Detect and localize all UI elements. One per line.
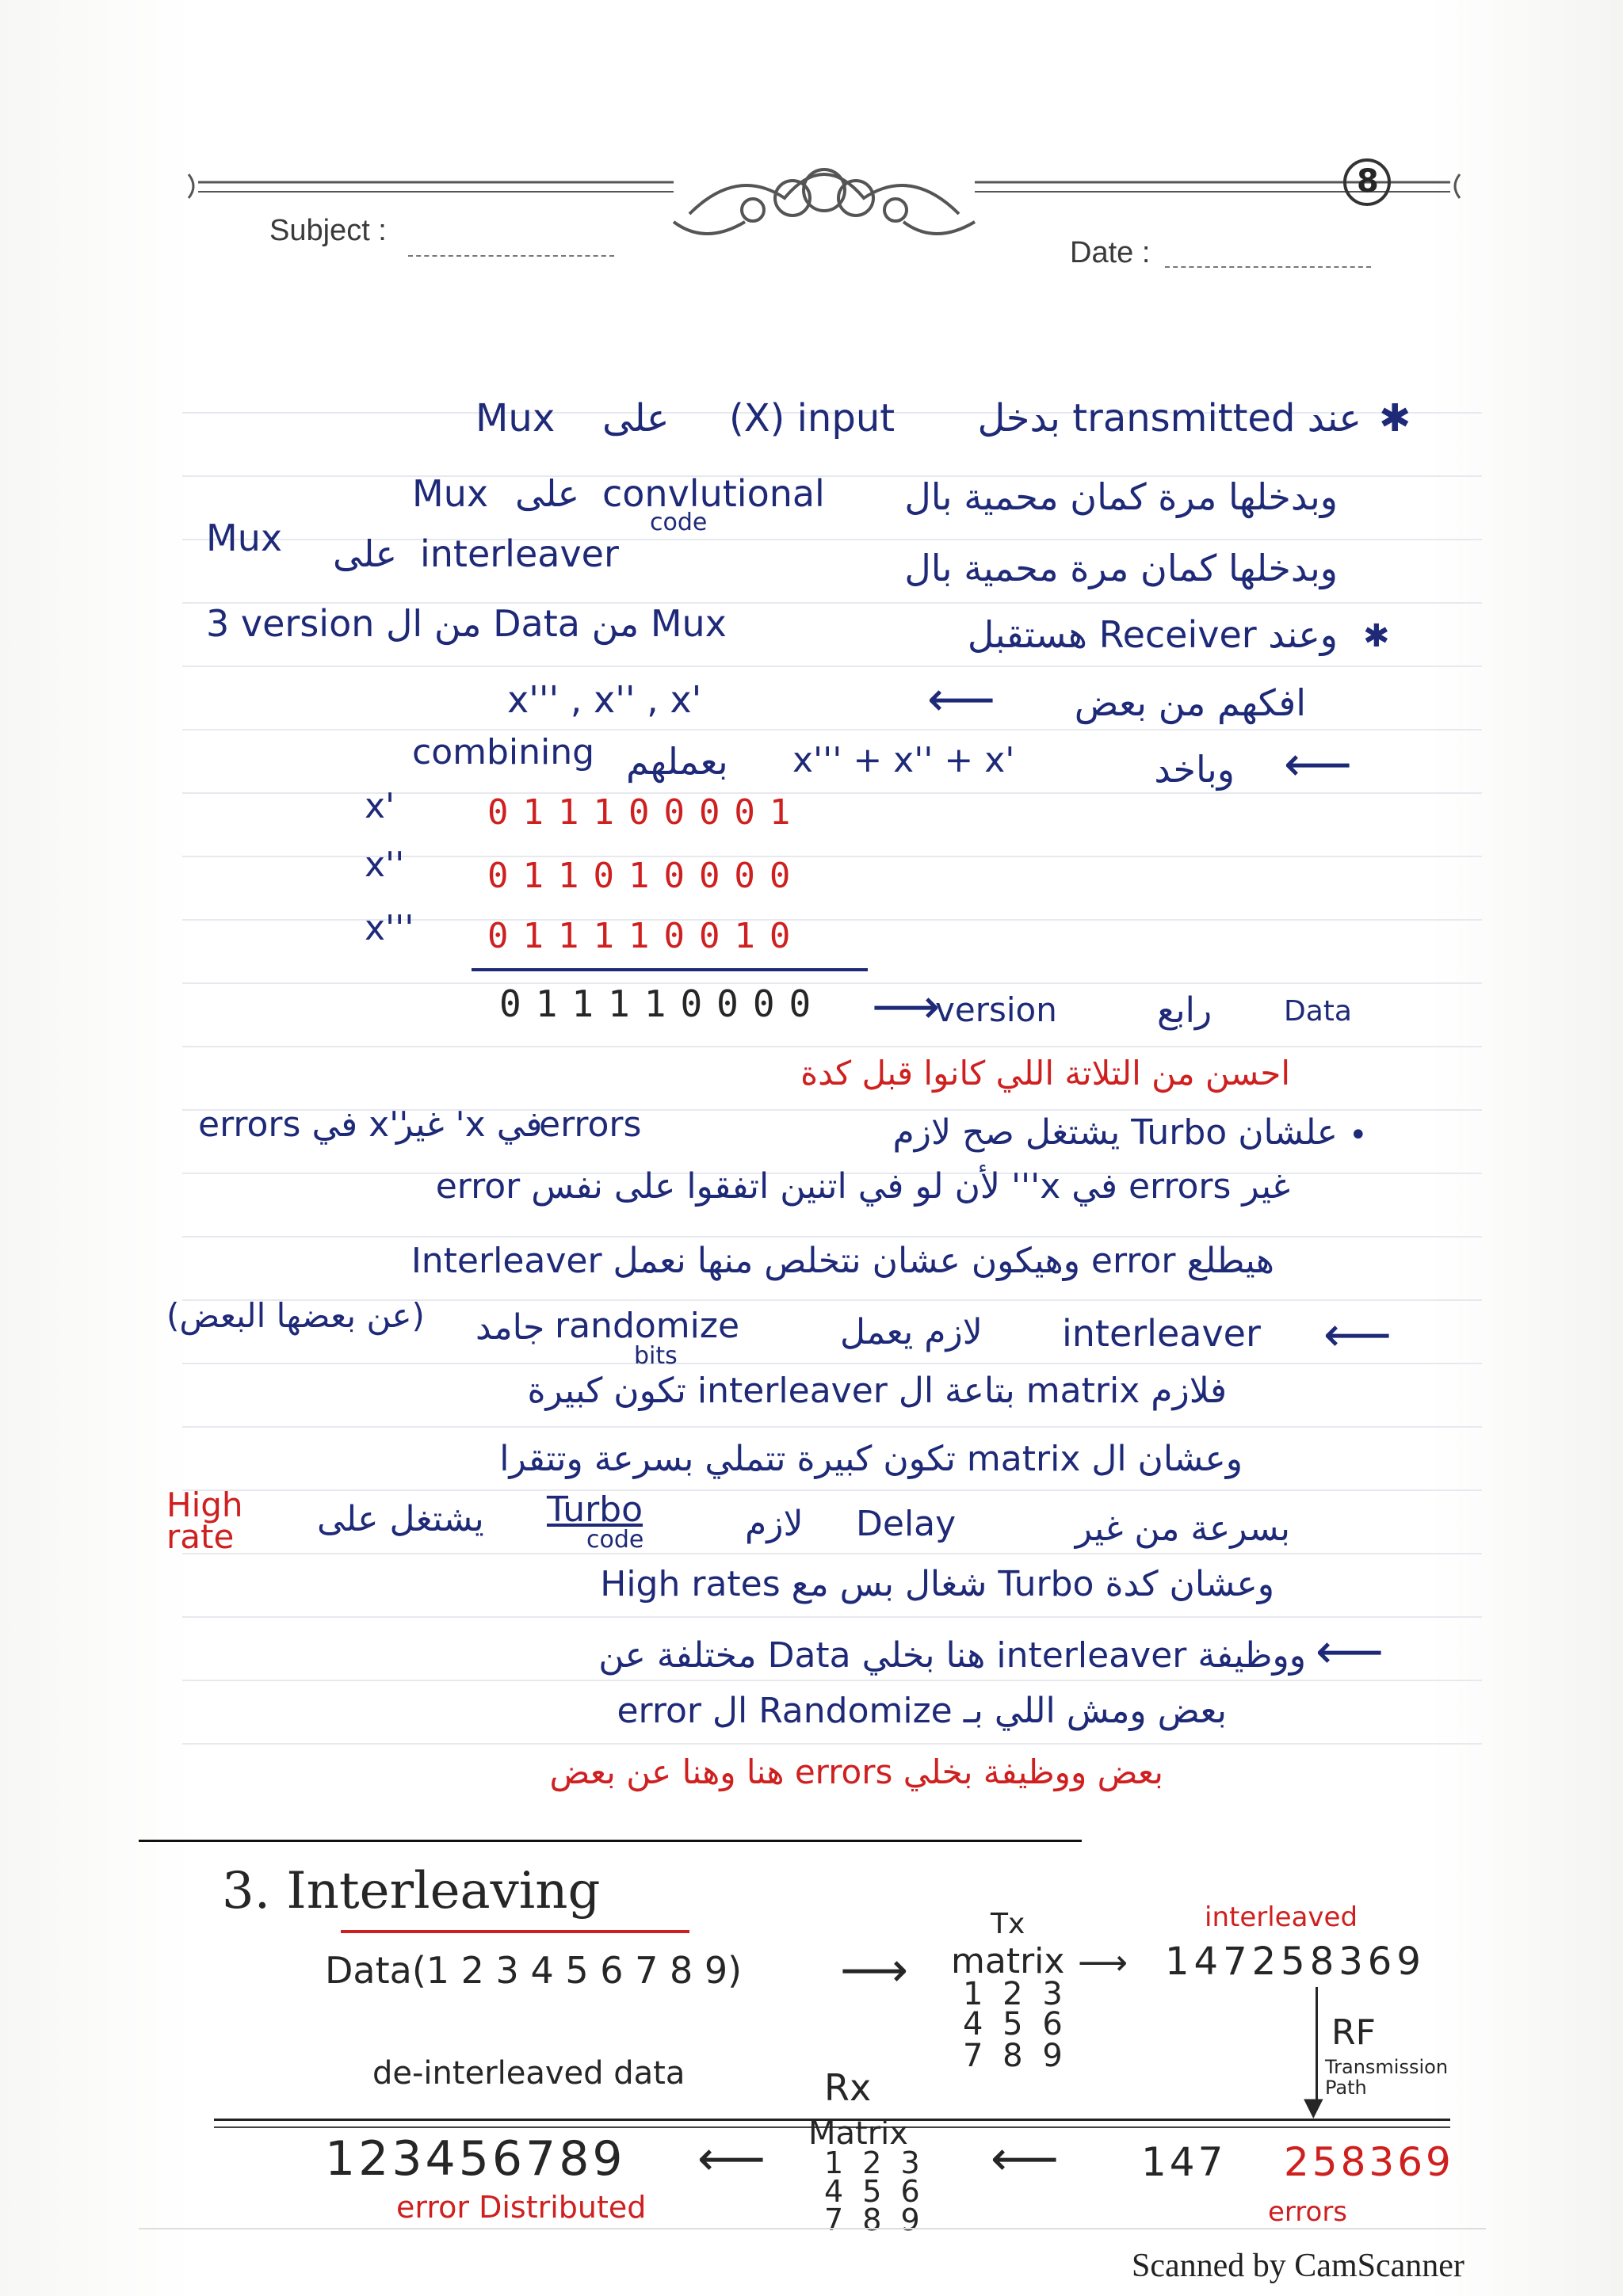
note-line-6-ar: وباخد	[1154, 748, 1235, 791]
arrow-received-to-rx: ⟵	[991, 2131, 1060, 2187]
deinterleaved-label: de-interleaved data	[372, 2055, 685, 2092]
tx-row-1: 1 2 3	[963, 1976, 1067, 2012]
note-line-13-high-rate: High rate	[166, 1486, 243, 1556]
note-line-6-en: x''' + x'' + x'	[792, 740, 1015, 780]
bit-value-1: 011100001	[487, 792, 805, 833]
output-value: 123456789	[325, 2131, 626, 2187]
note-line-13-delay: Delay	[856, 1504, 957, 1544]
received-black: 147	[1141, 2139, 1227, 2185]
note-line-1-mux: Mux	[475, 396, 556, 441]
note-line-9: هيطلع error وهيكون عشان نتخلص منها نعمل Interleaver	[411, 1241, 1274, 1281]
section-divider	[139, 1840, 1082, 1842]
note-line-14: وعشان كدة Turbo شغال بس مع High rates	[600, 1564, 1274, 1604]
note-line-8: غير errors في x''' لأن لو في اتنين اتفقوا على نفس error	[435, 1166, 1290, 1207]
note-line-10-randomize: randomize	[555, 1306, 740, 1346]
note-line-13-ar3: يشتغل على	[317, 1499, 484, 1539]
received-red: 258369	[1284, 2139, 1454, 2185]
rx-matrix-label: Matrix	[808, 2115, 908, 2152]
arrow-rx-to-output: ⟵	[697, 2131, 766, 2187]
star-bullet-1: ✱	[1379, 396, 1411, 441]
tx-label: Tx	[991, 1908, 1025, 1940]
sum-line	[472, 968, 868, 971]
note-line-10-paren: (عن بعضها البعض)	[166, 1296, 425, 1335]
note-line-1-ar2: على	[602, 396, 670, 441]
interleaved-value: 147258369	[1165, 1939, 1426, 1984]
note-line-10-ar: لازم يعمل	[840, 1312, 983, 1352]
rf-sub: Transmission Path	[1325, 2056, 1449, 2099]
scanner-watermark: Scanned by CamScanner	[1132, 2248, 1465, 2284]
page-number: 8	[1357, 163, 1379, 200]
output-caption: error Distributed	[396, 2190, 647, 2225]
note-line-1-ar: عند transmitted بدخل	[977, 396, 1361, 441]
section-title-underline	[341, 1930, 689, 1933]
note-line-10-interleaver: interleaver	[1062, 1312, 1261, 1355]
note-line-5-en: x''' , x'' , x'	[507, 678, 702, 721]
bit-label-2: x''	[365, 845, 405, 885]
rf-arrowhead: ▼	[1304, 2092, 1323, 2122]
note-line-3-sup: code	[650, 509, 708, 536]
note-line-3-en: interleaver	[420, 532, 619, 575]
subject-label: Subject :	[269, 214, 387, 247]
note-line-13-ar: بسرعة من غير	[1075, 1508, 1290, 1549]
subject-underline	[408, 255, 614, 257]
errors-label: errors	[1268, 2196, 1348, 2228]
arrow-data-to-matrix: ⟶	[840, 1943, 909, 1998]
note-line-4-ar: وعند Receiver هستقبل	[967, 613, 1338, 656]
red-note-1: احسن من التلاتة اللي كانوا قبل كدة	[800, 1054, 1290, 1093]
note-line-6-combining: combining	[412, 732, 595, 772]
note-line-15: ووظيفة interleaver هنا بخلي Data مختلفة عن	[598, 1635, 1306, 1676]
bit-label-3: x'''	[365, 908, 414, 948]
bullet-dot-1: •	[1349, 1117, 1368, 1154]
note-line-5-ar: افكهم من بعض	[1074, 681, 1306, 724]
note-line-7-mid: في x' غير	[396, 1104, 543, 1145]
note-line-3-ar2: على	[333, 532, 398, 575]
star-bullet-2: ✱	[1363, 618, 1390, 654]
arrow-left-2: ⟵	[1284, 737, 1353, 792]
section-title: 3. Interleaving	[222, 1862, 601, 1920]
rf-label: RF	[1331, 2012, 1376, 2053]
note-line-16: بعض ومش اللي بـ Randomize ال error	[617, 1691, 1227, 1731]
tx-matrix-label: matrix	[951, 1941, 1065, 1981]
arrow-left-1: ⟵	[927, 672, 996, 727]
date-underline	[1165, 266, 1371, 268]
note-line-7-end: errors في x''	[198, 1104, 409, 1145]
bit-label-1: x'	[365, 786, 395, 826]
note-line-7-errors: errors	[539, 1104, 642, 1145]
note-line-3-mux: Mux	[206, 517, 283, 559]
page-bottom-edge	[139, 2228, 1486, 2229]
tx-row-3: 7 8 9	[963, 2038, 1067, 2074]
note-line-7-ar: علشان Turbo يشتغل صح لازم	[892, 1112, 1338, 1153]
arrow-matrix-to-interleaved: ⟶	[1078, 1943, 1128, 1983]
interleaved-label: interleaved	[1205, 1901, 1358, 1933]
date-label: Date :	[1070, 236, 1151, 269]
result-data: Data	[1284, 995, 1352, 1028]
rx-row-2: 4 5 6	[824, 2174, 925, 2209]
note-line-3-ar: وبدخلها كمان مرة محمية بال	[904, 547, 1338, 589]
note-line-13-turbo: Turbo	[547, 1489, 643, 1530]
note-line-2-mux: Mux	[412, 472, 489, 515]
result-ar: رابع	[1157, 990, 1212, 1031]
bit-value-3: 011110010	[487, 916, 805, 956]
red-note-2: بعض ووظيفة بخلي errors هنا وهنا عن بعض	[549, 1753, 1163, 1791]
rx-row-1: 1 2 3	[824, 2145, 925, 2180]
header-ornament	[182, 143, 1466, 277]
note-line-10-ar2: جامد	[475, 1307, 545, 1348]
rf-path-line	[1316, 1987, 1318, 2106]
rx-label: Rx	[824, 2066, 872, 2109]
note-line-1-input: (X) input	[729, 396, 896, 441]
result-version: version	[935, 990, 1057, 1029]
note-line-11: فلازم matrix بتاعة ال interleaver تكون كبيرة	[527, 1371, 1227, 1411]
note-line-12: وعشان ال matrix تكون كبيرة تتملي بسرعة وتتقرا	[499, 1439, 1243, 1479]
bit-result: 011110000	[499, 982, 826, 1025]
note-line-13-ar2: لازم	[745, 1504, 804, 1544]
note-line-2-ar: وبدخلها مرة كمان محمية بال	[904, 475, 1338, 518]
bit-value-2: 011010000	[487, 856, 805, 896]
arrow-right-1: ⟶	[872, 979, 941, 1035]
note-line-13-sub: code	[586, 1526, 644, 1554]
note-line-2-en: convlutional	[602, 472, 825, 515]
note-line-6-ar2: بعملهم	[626, 740, 728, 783]
note-line-4-en: 3 version من ال Data من Mux	[206, 602, 727, 645]
arrow-left-3: ⟵	[1323, 1307, 1392, 1363]
arrow-left-4: ⟵	[1316, 1624, 1384, 1680]
rx-row-3: 7 8 9	[824, 2203, 925, 2237]
tx-row-2: 4 5 6	[963, 2006, 1067, 2042]
note-line-2-ar2: على	[515, 472, 580, 515]
data-sequence: Data(1 2 3 4 5 6 7 8 9)	[325, 1949, 743, 1992]
note-line-11-sup: bits	[634, 1342, 678, 1370]
